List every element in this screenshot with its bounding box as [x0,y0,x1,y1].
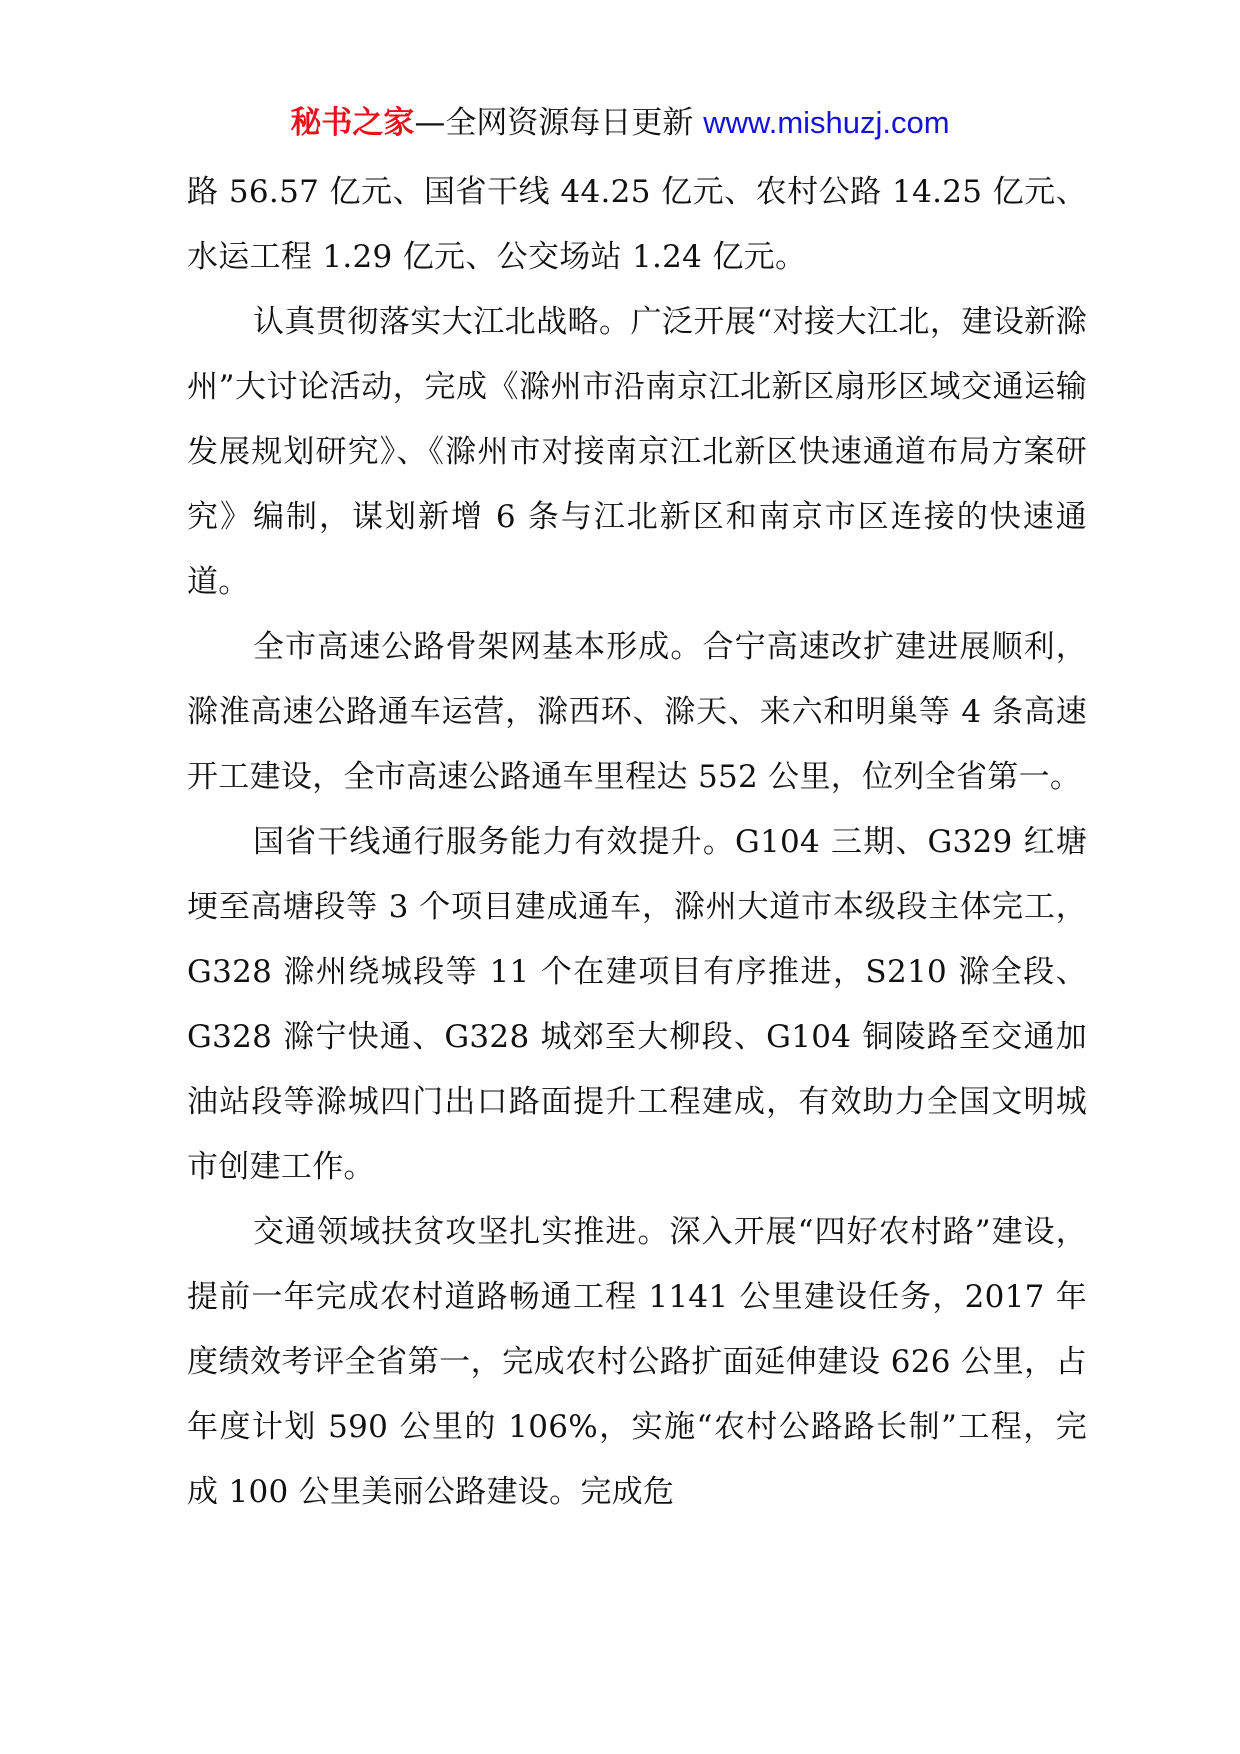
page-header [0,103,1240,143]
paragraph-trunk-roads: 国省干线通行服务能力有效提升。G104 三期、G329 红塘埂至高塘段等 3 个项目建成通车，滁州大道市本级段主体完工，G328 滁州绕城段等 11 个在建项目有序推进，S210 滁全段、G328 滁宁快通、G328 城郊至大柳段、G104 铜陵路至交通加油站段等滁城四门出口路面提升工程建成，有效助力全国文明城市创建工作。 [187,824,1087,1185]
paragraph-poverty-alleviation: 交通领域扶贫攻坚扎实推进。深入开展“四好农村路”建设，提前一年完成农村道路畅通工程 1141 公里建设任务，2017 年度绩效考评全省第一，完成农村公路扩面延伸建设 626 公里，占年度计划 590 公里的 106%，实施“农村公路路长制”工程，完成 100 公里美丽公路建设。完成危 [187,1214,1087,1510]
paragraph-continuation: 路 56.57 亿元、国省干线 44.25 亿元、农村公路 14.25 亿元、水运工程 1.29 亿元、公交场站 1.24 亿元。 [187,174,1087,275]
header-url-link[interactable]: www.mishuzj.com [703,105,950,140]
document-body [187,160,1087,1525]
brand-name: 秘书之家 [290,105,415,141]
paragraph-expressway-network: 全市高速公路骨架网基本形成。合宁高速改扩建进展顺利，滁淮高速公路通车运营，滁西环、滁天、来六和明巢等 4 条高速开工建设，全市高速公路通车里程达 552 公里，位列全省第一。 [187,629,1087,795]
paragraph-jiangbei-strategy: 认真贯彻落实大江北战略。广泛开展“对接大江北，建设新滁州”大讨论活动，完成《滁州市沿南京江北新区扇形区域交通运输发展规划研究》、《滁州市对接南京江北新区快速通道布局方案研究》编制，谋划新增 6 条与江北新区和南京市区连接的快速通道。 [187,304,1087,600]
header-slogan: —全网资源每日更新 [414,105,704,141]
